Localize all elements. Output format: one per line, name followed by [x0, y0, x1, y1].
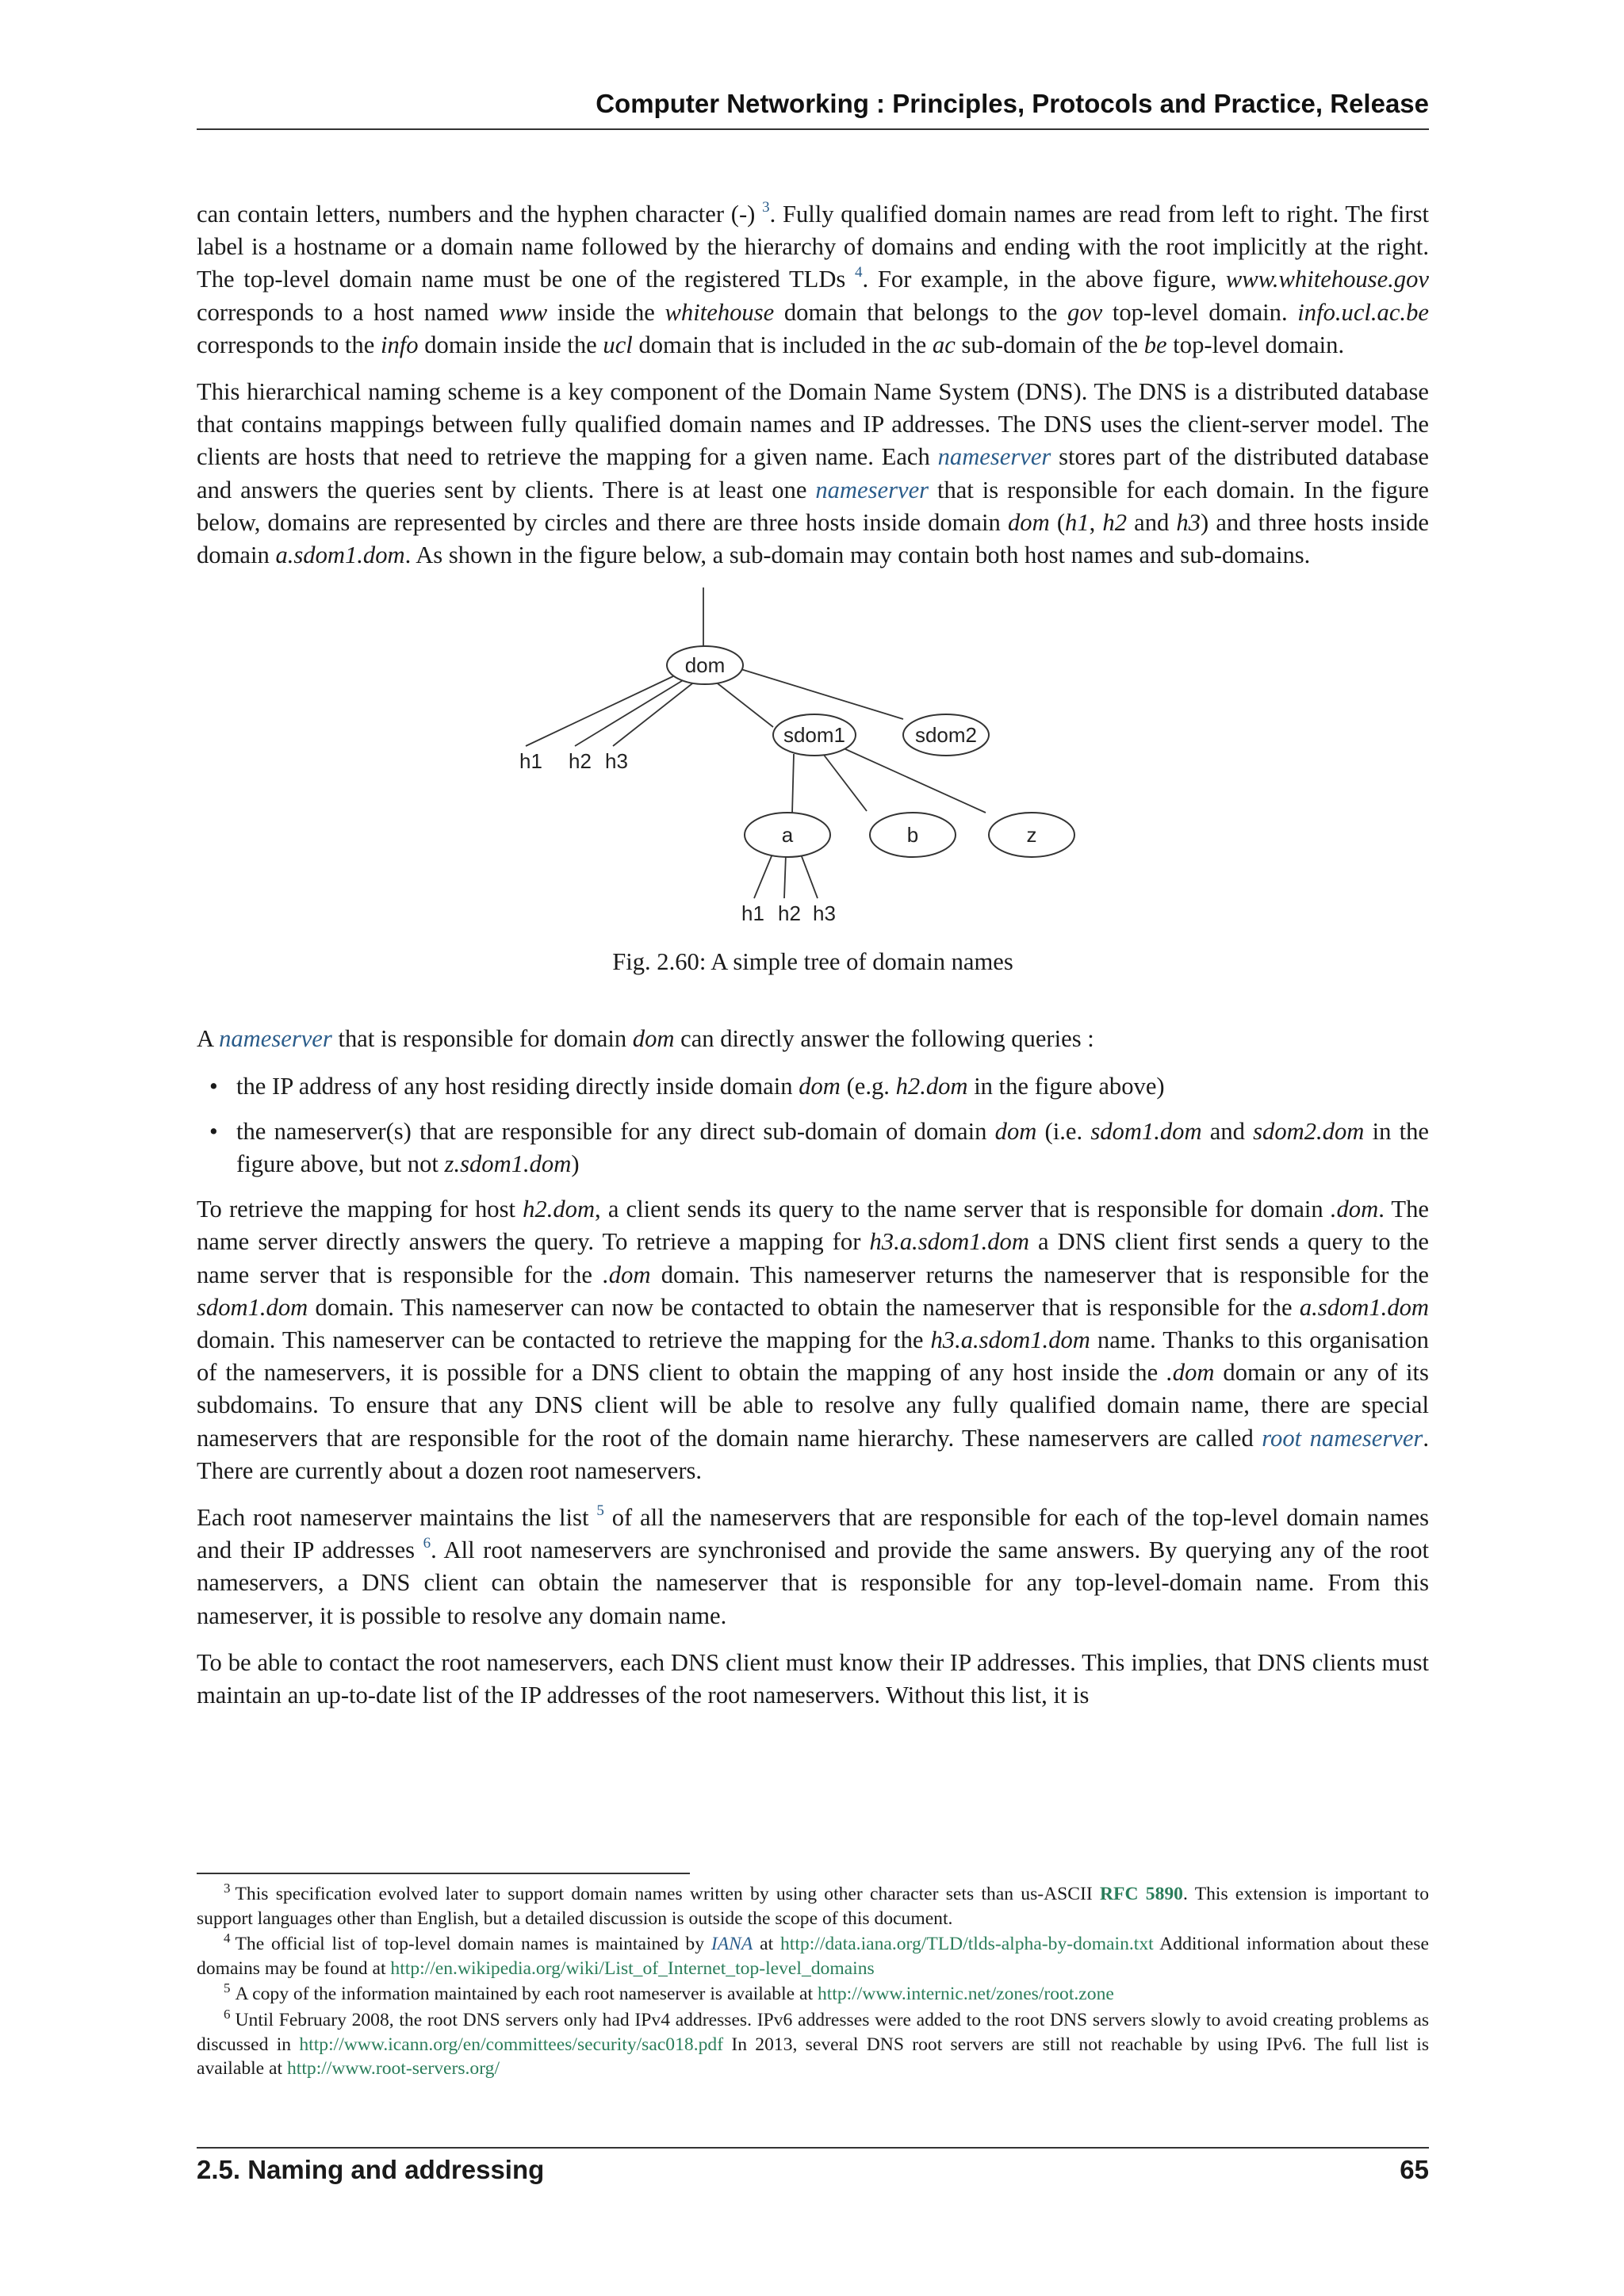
emph: sdom1.dom — [197, 1293, 308, 1321]
emph: h3.a.sdom1.dom — [869, 1228, 1029, 1256]
text: in the figure above, but not — [236, 1117, 1429, 1178]
body-text — [197, 198, 1429, 1726]
text: the IP address of any host residing directly inside domain — [236, 1072, 793, 1100]
nameserver-link[interactable]: nameserver — [815, 476, 929, 503]
text: corresponds to the — [197, 331, 375, 358]
emph: h2.dom — [895, 1072, 968, 1100]
url-link[interactable]: http://www.root-servers.org/ — [286, 2058, 500, 2080]
paragraph-dns-intro — [197, 376, 1429, 572]
emph: sdom1.dom — [1090, 1117, 1202, 1145]
emph: dom — [632, 1025, 675, 1053]
text: ( — [1056, 508, 1066, 536]
domain-tree-diagram — [511, 587, 1114, 936]
text: ) and three hosts inside domain — [197, 508, 1429, 569]
node-dom-label: dom — [684, 653, 726, 678]
emph: h3.a.sdom1.dom — [930, 1326, 1090, 1354]
emph: ucl — [603, 331, 633, 358]
footnote-6 — [197, 2008, 1429, 2081]
emph: a.sdom1.dom — [275, 541, 405, 569]
running-header: Computer Networking : Principles, Protocols and Practice, Release — [596, 89, 1429, 118]
emph: www.whitehouse.gov — [1225, 266, 1429, 293]
emph: gov — [1067, 298, 1103, 326]
text: A copy of the information maintained by each root nameserver is available at — [235, 1984, 814, 2005]
text: , — [1089, 508, 1096, 536]
emph: h1 — [1065, 508, 1090, 536]
host-h3-label: h3 — [605, 749, 628, 774]
queries-list — [197, 1070, 1429, 1181]
edge-dom-h3 — [613, 681, 695, 746]
emph: info.ucl.ac.be — [1297, 298, 1429, 326]
text: domain that belongs to the — [783, 298, 1058, 326]
text: In 2013, several DNS root servers are still not reachable by using IPv6. The full list is available at — [197, 2034, 1430, 2080]
emph: sdom2.dom — [1253, 1117, 1365, 1145]
footnote-number: 3 — [224, 1881, 231, 1896]
host-h2-label: h2 — [778, 901, 801, 926]
paragraph-nameserver-queries — [197, 1023, 1429, 1055]
text: Each root nameserver maintains the list — [197, 1504, 589, 1532]
text: , a client sends its query to the name server that is responsible for domain — [595, 1196, 1323, 1223]
paragraph-domain-names — [197, 198, 1429, 362]
text: can directly answer the following queries : — [680, 1025, 1094, 1053]
emph: dom — [994, 1117, 1037, 1145]
text: sub-domain of the — [961, 331, 1139, 358]
text: . This extension is important to support languages other than English, but a detailed discussion is outside the scope of this document. — [197, 1884, 1429, 1929]
text: . Fully qualified domain names are read from left to right. The first label is a hostname or a domain name followed by the hierarchy of domains and ending with the root implicitly at the right. The top-level domain name must be one of the registered TLDs — [197, 201, 1429, 293]
text: and — [1134, 508, 1170, 536]
page-number: 65 — [1400, 2155, 1429, 2184]
emph: be — [1143, 331, 1167, 358]
text: domain that is included in the — [638, 331, 927, 358]
emph: dom — [799, 1072, 841, 1100]
text: ) — [571, 1150, 580, 1178]
list-item — [236, 1070, 1429, 1103]
text: . The name server directly answers the query. To retrieve a mapping for — [197, 1196, 1429, 1256]
footnote-number: 4 — [224, 1931, 231, 1946]
host-h1-label: h1 — [519, 749, 542, 774]
text: corresponds to a host named — [197, 298, 489, 326]
footnote-number: 6 — [224, 2006, 231, 2022]
emph: .dom — [1330, 1196, 1379, 1223]
edge-sdom1-b — [821, 751, 867, 811]
emph: .dom — [603, 1261, 651, 1288]
text: top-level domain. — [1112, 298, 1288, 326]
text: This hierarchical naming scheme is a key component of the Domain Name System (DNS). The DNS is a distributed database that contains mappings between fully qualified domain names and IP addresses. The DNS uses the client-server model. The clients are hosts that need to retrieve the mapping for a given name. Each — [197, 378, 1429, 471]
text: that is responsible for each domain. In the figure below, domains are represented by circles and there are three hosts inside domain — [197, 476, 1429, 536]
text: and — [1209, 1117, 1245, 1145]
footnote-3 — [197, 1882, 1429, 1931]
text: . All root nameservers are synchronised and provide the same answers. By querying any of the root nameservers, a DNS client can obtain the nameserver that is responsible for any top-level-domain name. From this nameserver, it is possible to resolve any domain name. — [197, 1536, 1429, 1629]
nameserver-link[interactable]: nameserver — [219, 1025, 332, 1053]
text: that is responsible for domain — [338, 1025, 627, 1053]
paragraph-root-nameservers — [197, 1502, 1429, 1632]
figure-caption: Fig. 2.60: A simple tree of domain names — [612, 948, 1013, 976]
edge-sdom1-a — [792, 754, 794, 814]
header-rule — [197, 128, 1429, 130]
footnote-4 — [197, 1932, 1429, 1980]
text: To retrieve the mapping for host — [197, 1196, 515, 1223]
root-nameserver-link[interactable]: root nameserver — [1262, 1424, 1423, 1452]
text: Additional information about these domains may be found at — [197, 1934, 1429, 1979]
emph: ac — [932, 331, 956, 358]
url-link[interactable]: http://www.icann.org/en/committees/security/sac018.pdf — [299, 2034, 724, 2055]
text: at — [760, 1934, 774, 1955]
text: the nameserver(s) that are responsible for any direct sub-domain of domain — [236, 1117, 987, 1145]
rfc-link[interactable]: RFC 5890 — [1100, 1884, 1183, 1904]
edge-dom-h1 — [526, 676, 673, 746]
text: The official list of top-level domain names is maintained by — [235, 1934, 705, 1955]
node-sdom2-label: sdom2 — [914, 723, 978, 748]
emph: whitehouse — [665, 298, 775, 326]
text: (i.e. — [1044, 1117, 1083, 1145]
edge-a-h1 — [754, 852, 773, 898]
list-item — [236, 1115, 1429, 1181]
text: domain. This nameserver returns the nameserver that is responsible for the — [661, 1261, 1430, 1288]
text: Until February 2008, the root DNS servers only had IPv4 addresses. IPv6 addresses were added to the root DNS servers slowly to avoid creating problems as discussed in — [197, 2009, 1429, 2055]
text: domain. This nameserver can be contacted to retrieve the mapping for the — [197, 1326, 924, 1354]
emph: z.sdom1.dom — [444, 1150, 572, 1178]
node-sdom1-label: sdom1 — [783, 723, 846, 748]
text: top-level domain. — [1173, 331, 1345, 358]
url-link[interactable]: http://en.wikipedia.org/wiki/List_of_Internet_top-level_domains — [390, 1957, 875, 1979]
footnote-ref-6[interactable]: 6 — [423, 1535, 431, 1552]
footnote-5 — [197, 1982, 1429, 2007]
paragraph-root-ip-list — [197, 1647, 1429, 1712]
emph: h2.dom — [523, 1196, 596, 1223]
text: inside the — [557, 298, 655, 326]
nameserver-link[interactable]: nameserver — [937, 443, 1051, 471]
text: stores part of the distributed database and answers the queries sent by clients. There is at least one — [197, 443, 1429, 503]
footnote-ref-5[interactable]: 5 — [596, 1502, 604, 1520]
text: a DNS client first sends a query to the name server that is responsible for the — [197, 1228, 1429, 1288]
emph: dom — [1007, 508, 1050, 536]
text: can contain letters, numbers and the hyphen character (-) — [197, 201, 756, 228]
paragraph-resolution — [197, 1193, 1429, 1487]
footnote-ref-4[interactable]: 4 — [855, 264, 863, 281]
text: name. Thanks to this organisation of the nameservers, it is possible for a DNS client to obtain the mapping of any host inside the — [197, 1326, 1429, 1387]
node-b-label: b — [906, 823, 919, 848]
text: To be able to contact the root nameservers, each DNS client must know their IP addresses. This implies, that DNS clients must maintain an up-to-date list of the IP addresses of the root nameservers. Without this list, it is — [197, 1648, 1429, 1709]
edge-a-h3 — [800, 852, 818, 898]
footnote-ref-3[interactable]: 3 — [762, 199, 770, 216]
text: (e.g. — [846, 1072, 890, 1100]
edge-dom-sdom1 — [714, 681, 773, 727]
iana-link[interactable]: IANA — [710, 1934, 753, 1955]
footer-section-title: 2.5. Naming and addressing — [197, 2155, 545, 2184]
node-a-label: a — [781, 823, 794, 848]
url-link[interactable]: http://data.iana.org/TLD/tlds-alpha-by-domain.txt — [780, 1934, 1154, 1955]
emph: h2 — [1102, 508, 1127, 536]
footnotes — [197, 1873, 1429, 2083]
host-h2-label: h2 — [569, 749, 592, 774]
footnote-rule — [197, 1873, 690, 1874]
emph: a.sdom1.dom — [1299, 1293, 1430, 1321]
text: This specification evolved later to support domain names written by using other character sets than us-ASCII — [235, 1884, 1093, 1904]
emph: .dom — [1166, 1359, 1215, 1387]
emph: h3 — [1176, 508, 1201, 536]
footnote-number: 5 — [224, 1980, 231, 1996]
edge-a-h2 — [784, 854, 786, 898]
text: domain inside the — [424, 331, 597, 358]
url-link[interactable]: http://www.internic.net/zones/root.zone — [817, 1984, 1114, 2005]
footer-rule — [197, 2147, 1429, 2149]
text: . There are currently about a dozen root nameservers. — [197, 1424, 1429, 1484]
edge-dom-sdom2 — [738, 668, 903, 719]
emph: info — [380, 331, 419, 358]
text: . For example, in the above figure, — [862, 266, 1217, 293]
text: domain. This nameserver can now be contacted to obtain the nameserver that is responsible for the — [315, 1293, 1293, 1321]
node-z-label: z — [1026, 823, 1037, 848]
edge-dom-h2 — [575, 679, 684, 746]
emph: www — [498, 298, 548, 326]
host-h3-label: h3 — [813, 901, 836, 926]
text: . As shown in the figure below, a sub-domain may contain both host names and sub-domains. — [404, 541, 1311, 569]
text: A — [197, 1025, 213, 1053]
host-h1-label: h1 — [741, 901, 764, 926]
text: domain or any of its subdomains. To ensure that any DNS client will be able to resolve any fully qualified domain name, there are special nameservers that are responsible for the root of the domain name hierarchy. These nameservers are called — [197, 1359, 1429, 1452]
text: of all the nameservers that are responsible for each of the top-level domain names and their IP addresses — [197, 1504, 1430, 1564]
domain-tree-figure — [197, 587, 1429, 978]
text: in the figure above) — [974, 1072, 1165, 1100]
